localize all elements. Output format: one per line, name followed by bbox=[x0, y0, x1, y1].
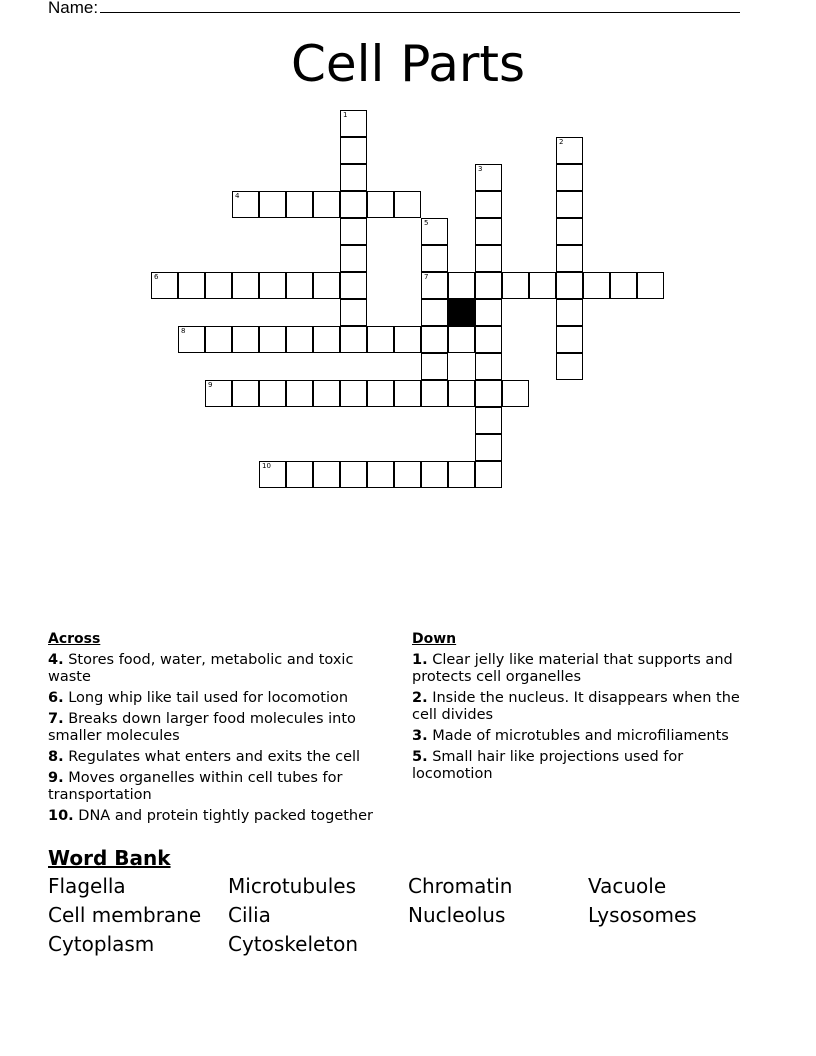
grid-cell[interactable] bbox=[394, 191, 421, 218]
grid-cell[interactable] bbox=[556, 137, 583, 164]
grid-cell[interactable] bbox=[259, 461, 286, 488]
grid-cell[interactable] bbox=[205, 326, 232, 353]
grid-cell[interactable] bbox=[205, 272, 232, 299]
clue-number: 7 bbox=[424, 273, 429, 281]
clue-text: Breaks down larger food molecules into smaller molecules bbox=[48, 711, 356, 744]
grid-cell[interactable] bbox=[340, 137, 367, 164]
clue-item bbox=[48, 711, 400, 745]
grid-cell[interactable] bbox=[340, 191, 367, 218]
clue-item bbox=[48, 749, 400, 766]
clue-text: Stores food, water, metabolic and toxic waste bbox=[48, 652, 354, 685]
clue-text: Long whip like tail used for locomotion bbox=[63, 690, 349, 706]
across-clue-list bbox=[48, 652, 400, 825]
clue-text: Regulates what enters and exits the cell bbox=[63, 749, 361, 765]
grid-cell[interactable] bbox=[421, 353, 448, 380]
grid-cell[interactable] bbox=[340, 380, 367, 407]
grid-cell[interactable] bbox=[583, 272, 610, 299]
grid-cell[interactable] bbox=[421, 218, 448, 245]
grid-cell[interactable] bbox=[475, 191, 502, 218]
grid-cell[interactable] bbox=[286, 191, 313, 218]
grid-cell[interactable] bbox=[178, 326, 205, 353]
grid-cell[interactable] bbox=[475, 461, 502, 488]
grid-cell[interactable] bbox=[421, 461, 448, 488]
grid-cell[interactable] bbox=[556, 218, 583, 245]
grid-cell[interactable] bbox=[556, 191, 583, 218]
grid-cell[interactable] bbox=[556, 353, 583, 380]
grid-cell[interactable] bbox=[556, 299, 583, 326]
grid-cell[interactable] bbox=[394, 380, 421, 407]
clue-number-label: 9. bbox=[48, 770, 64, 786]
clue-number-label: 6. bbox=[48, 690, 64, 706]
clue-text: Small hair like projections used for locomotion bbox=[412, 749, 684, 782]
down-clues bbox=[412, 630, 757, 787]
grid-cell[interactable] bbox=[313, 191, 340, 218]
grid-cell[interactable] bbox=[340, 164, 367, 191]
clue-item bbox=[412, 728, 757, 745]
word-bank-item: Chromatin bbox=[408, 874, 513, 898]
word-bank-item: Lysosomes bbox=[588, 903, 697, 927]
page-title: Cell Parts bbox=[290, 35, 526, 93]
word-bank-item: Vacuole bbox=[588, 874, 667, 898]
clue-item bbox=[48, 690, 400, 707]
grid-cell[interactable] bbox=[556, 326, 583, 353]
clue-number: 10 bbox=[262, 462, 271, 470]
clue-text: DNA and protein tightly packed together bbox=[73, 808, 374, 824]
grid-cell[interactable] bbox=[232, 326, 259, 353]
grid-cell[interactable] bbox=[340, 110, 367, 137]
grid-cell[interactable] bbox=[448, 272, 475, 299]
grid-cell[interactable] bbox=[205, 380, 232, 407]
grid-cell[interactable] bbox=[367, 326, 394, 353]
grid-cell[interactable] bbox=[313, 326, 340, 353]
grid-cell[interactable] bbox=[502, 272, 529, 299]
grid-cell[interactable] bbox=[448, 380, 475, 407]
clue-text: Clear jelly like material that supports and protects cell organelles bbox=[412, 652, 733, 685]
grid-cell[interactable] bbox=[556, 272, 583, 299]
grid-cell[interactable] bbox=[313, 461, 340, 488]
grid-cell[interactable] bbox=[151, 272, 178, 299]
grid-cell[interactable] bbox=[556, 164, 583, 191]
clue-number: 2 bbox=[559, 138, 564, 146]
clue-text: Inside the nucleus. It disappears when the cell divides bbox=[412, 690, 740, 723]
across-heading: Across bbox=[48, 631, 101, 647]
grid-cell[interactable] bbox=[610, 272, 637, 299]
grid-cell[interactable] bbox=[340, 299, 367, 326]
grid-cell[interactable] bbox=[367, 461, 394, 488]
clue-number-label: 8. bbox=[48, 749, 64, 765]
clue-number-label: 10. bbox=[48, 808, 74, 824]
grid-cell[interactable] bbox=[367, 191, 394, 218]
clue-number: 6 bbox=[154, 273, 159, 281]
grid-cell[interactable] bbox=[340, 461, 367, 488]
clue-number: 5 bbox=[424, 219, 429, 227]
grid-cell[interactable] bbox=[556, 245, 583, 272]
grid-cell[interactable] bbox=[475, 434, 502, 461]
grid-cell[interactable] bbox=[394, 326, 421, 353]
grid-cell[interactable] bbox=[178, 272, 205, 299]
grid-cell[interactable] bbox=[475, 164, 502, 191]
grid-cell[interactable] bbox=[448, 326, 475, 353]
grid-cell[interactable] bbox=[232, 380, 259, 407]
grid-cell[interactable] bbox=[340, 218, 367, 245]
grid-cell[interactable] bbox=[475, 272, 502, 299]
grid-cell[interactable] bbox=[340, 245, 367, 272]
grid-cell[interactable] bbox=[286, 380, 313, 407]
grid-cell[interactable] bbox=[313, 272, 340, 299]
grid-cell[interactable] bbox=[529, 272, 556, 299]
grid-cell[interactable] bbox=[475, 245, 502, 272]
grid-cell[interactable] bbox=[475, 218, 502, 245]
clue-item bbox=[412, 652, 757, 686]
clue-item bbox=[412, 690, 757, 724]
grid-cell[interactable] bbox=[259, 380, 286, 407]
grid-cell[interactable] bbox=[637, 272, 664, 299]
word-bank-item: Microtubules bbox=[228, 874, 356, 898]
grid-cell[interactable] bbox=[475, 326, 502, 353]
grid-cell[interactable] bbox=[394, 461, 421, 488]
clue-item bbox=[48, 652, 400, 686]
blocked-cell bbox=[448, 299, 475, 326]
name-label: Name: bbox=[48, 0, 99, 17]
word-bank-item: Nucleolus bbox=[408, 903, 506, 927]
grid-cell[interactable] bbox=[232, 272, 259, 299]
grid-cell[interactable] bbox=[475, 353, 502, 380]
clue-text: Made of microtubles and microfiliaments bbox=[427, 728, 729, 744]
clue-number: 3 bbox=[478, 165, 483, 173]
clue-number: 9 bbox=[208, 381, 213, 389]
grid-cell[interactable] bbox=[286, 272, 313, 299]
grid-cell[interactable] bbox=[340, 326, 367, 353]
clue-number: 1 bbox=[343, 111, 348, 119]
grid-cell[interactable] bbox=[313, 380, 340, 407]
across-clues bbox=[48, 630, 400, 829]
grid-cell[interactable] bbox=[259, 191, 286, 218]
clue-number-label: 7. bbox=[48, 711, 64, 727]
word-bank-item: Cytoplasm bbox=[48, 932, 155, 956]
grid-cell[interactable] bbox=[340, 272, 367, 299]
clue-item bbox=[48, 808, 400, 825]
grid-cell[interactable] bbox=[232, 191, 259, 218]
grid-cell[interactable] bbox=[448, 461, 475, 488]
word-bank-item: Cell membrane bbox=[48, 903, 202, 927]
clue-text: Moves organelles within cell tubes for transportation bbox=[48, 770, 343, 803]
clue-number-label: 3. bbox=[412, 728, 428, 744]
word-bank-item: Cilia bbox=[228, 903, 271, 927]
word-bank-item: Cytoskeleton bbox=[228, 932, 359, 956]
grid-cell[interactable] bbox=[259, 272, 286, 299]
word-bank-item: Flagella bbox=[48, 874, 126, 898]
grid-cell[interactable] bbox=[502, 380, 529, 407]
grid-cell[interactable] bbox=[286, 461, 313, 488]
grid-cell[interactable] bbox=[421, 380, 448, 407]
clue-item bbox=[412, 749, 757, 783]
grid-cell[interactable] bbox=[475, 380, 502, 407]
word-bank-heading: Word Bank bbox=[48, 846, 171, 870]
grid-cell[interactable] bbox=[421, 272, 448, 299]
grid-cell[interactable] bbox=[286, 326, 313, 353]
grid-cell[interactable] bbox=[421, 299, 448, 326]
clue-number: 8 bbox=[181, 327, 186, 335]
clue-number-label: 5. bbox=[412, 749, 428, 765]
clue-number-label: 4. bbox=[48, 652, 64, 668]
grid-cell[interactable] bbox=[421, 245, 448, 272]
clue-number-label: 2. bbox=[412, 690, 428, 706]
clue-item bbox=[48, 770, 400, 804]
crossword-grid bbox=[0, 0, 816, 520]
clue-number-label: 1. bbox=[412, 652, 428, 668]
grid-cell[interactable] bbox=[475, 299, 502, 326]
grid-cell[interactable] bbox=[421, 326, 448, 353]
grid-cell[interactable] bbox=[259, 326, 286, 353]
down-clue-list bbox=[412, 652, 757, 783]
clue-number: 4 bbox=[235, 192, 240, 200]
down-heading: Down bbox=[412, 631, 457, 647]
grid-cell[interactable] bbox=[475, 407, 502, 434]
grid-cell[interactable] bbox=[367, 380, 394, 407]
